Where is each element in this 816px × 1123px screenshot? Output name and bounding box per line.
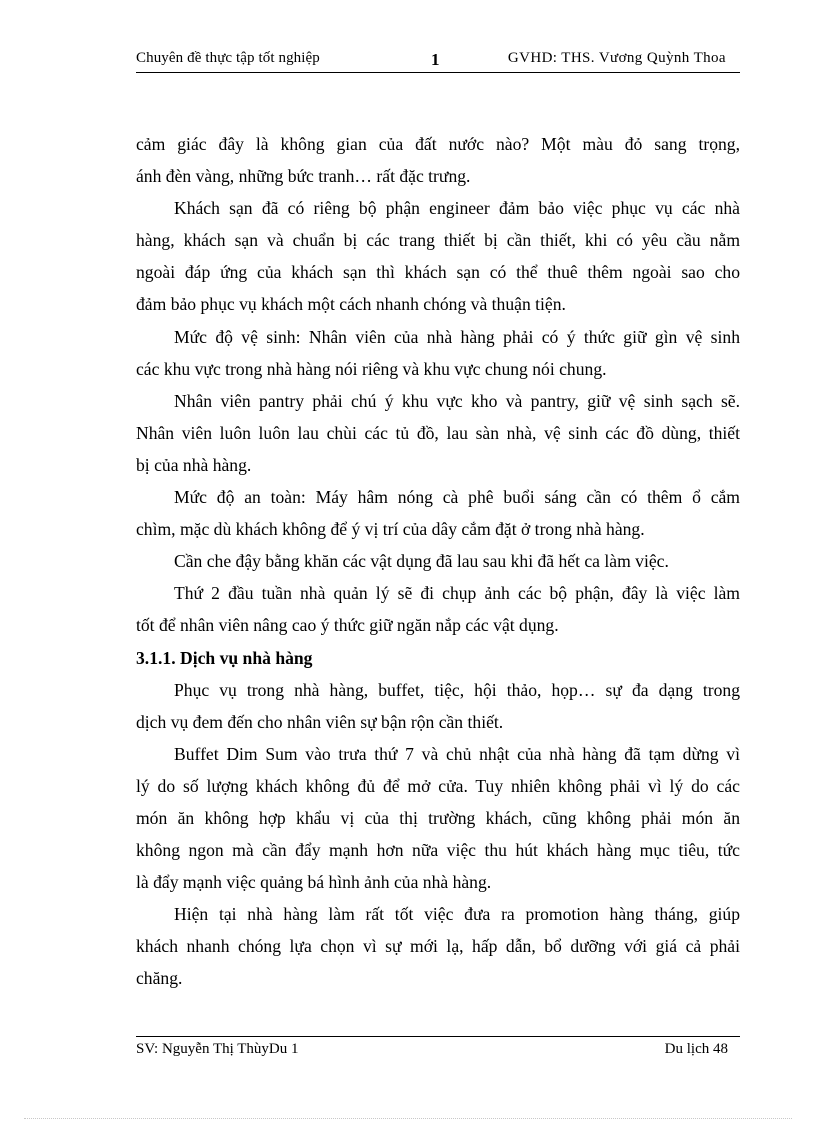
body-text-line: là đẩy mạnh việc quảng bá hình ảnh của nhà hàng. [136, 872, 492, 893]
body-text-line: cảm giác đây là không gian của đất nước nào? Một màu đỏ sang trọng, [136, 134, 740, 154]
body-text-line: bị của nhà hàng. [136, 454, 252, 475]
page-bottom-divider [24, 1118, 792, 1119]
body-text-line: Phục vụ trong nhà hàng, buffet, tiệc, hội thảo, họp… sự đa dạng trong [174, 679, 740, 700]
body-text-line: lý do số lượng khách không đủ để mở cửa. Tuy nhiên không phải vì lý do các [136, 775, 740, 796]
body-text-line: Cần che đậy bằng khăn các vật dụng đã lau sau khi đã hết ca làm việc. [174, 551, 669, 572]
body-text-line: đảm bảo phục vụ khách một cách nhanh chóng và thuận tiện. [136, 294, 566, 315]
body-text-line: món ăn không hợp khẩu vị của thị trường khách, cũng không phải món ăn [136, 807, 740, 828]
header-document-title: Chuyên đề thực tập tốt nghiệp [136, 50, 320, 66]
section-heading: 3.1.1. Dịch vụ nhà hàng [136, 647, 313, 668]
body-text-line: dịch vụ đem đến cho nhân viên sự bận rộn cần thiết. [136, 711, 504, 732]
header-page-number: 1 [431, 50, 440, 69]
body-text-line: Mức độ vệ sinh: Nhân viên của nhà hàng phải có ý thức giữ gìn vệ sinh [174, 326, 740, 347]
body-text-line: chăng. [136, 968, 183, 989]
footer-student: SV: Nguyễn Thị ThùyDu 1 [136, 1041, 299, 1057]
body-text-line: Mức độ an toàn: Máy hâm nóng cà phê buổi sáng cần có thêm ổ cắm [174, 487, 740, 508]
page-footer [136, 1036, 740, 1057]
body-text-line: các khu vực trong nhà hàng nói riêng và khu vực chung nói chung. [136, 358, 607, 379]
body-text-line: tốt để nhân viên nâng cao ý thức giữ ngăn nắp các vật dụng. [136, 615, 559, 636]
body-text-line: Nhân viên pantry phải chú ý khu vực kho và pantry, giữ vệ sinh sạch sẽ. [174, 390, 740, 411]
body-text-line: không ngon mà cần đẩy mạnh hơn nữa việc thu hút khách hàng mục tiêu, tức [136, 840, 740, 861]
body-text-line: khách nhanh chóng lựa chọn vì sự mới lạ, hấp dẫn, bổ dưỡng với giá cả phải [136, 936, 740, 957]
body-text-line: Buffet Dim Sum vào trưa thứ 7 và chủ nhật của nhà hàng đã tạm dừng vì [174, 743, 740, 764]
body-text-line: Khách sạn đã có riêng bộ phận engineer đảm bảo việc phục vụ các nhà [174, 198, 740, 219]
body-text-line: Nhân viên luôn luôn lau chùi các tủ đồ, lau sàn nhà, vệ sinh các đồ dùng, thiết [136, 422, 740, 443]
body-text-line: Thứ 2 đầu tuần nhà quản lý sẽ đi chụp ảnh các bộ phận, đây là việc làm [174, 583, 740, 604]
body-text-line: Hiện tại nhà hàng làm rất tốt việc đưa ra promotion hàng tháng, giúp [174, 904, 740, 925]
body-text-line: ánh đèn vàng, những bức tranh… rất đặc trưng. [136, 166, 471, 187]
footer-class: Du lịch 48 [664, 1041, 728, 1057]
page-header [136, 48, 740, 73]
body-text-line: hàng, khách sạn và chuẩn bị các trang thiết bị cần thiết, khi có yêu cầu nằm [136, 230, 740, 251]
header-advisor: GVHD: THS. Vương Quỳnh Thoa [507, 50, 726, 66]
document-body [136, 128, 740, 995]
body-text-line: chìm, mặc dù khách không để ý vị trí của dây cắm đặt ở trong nhà hàng. [136, 519, 645, 540]
body-text-line: ngoài đáp ứng của khách sạn thì khách sạn có thể thuê thêm ngoài sao cho [136, 262, 740, 283]
